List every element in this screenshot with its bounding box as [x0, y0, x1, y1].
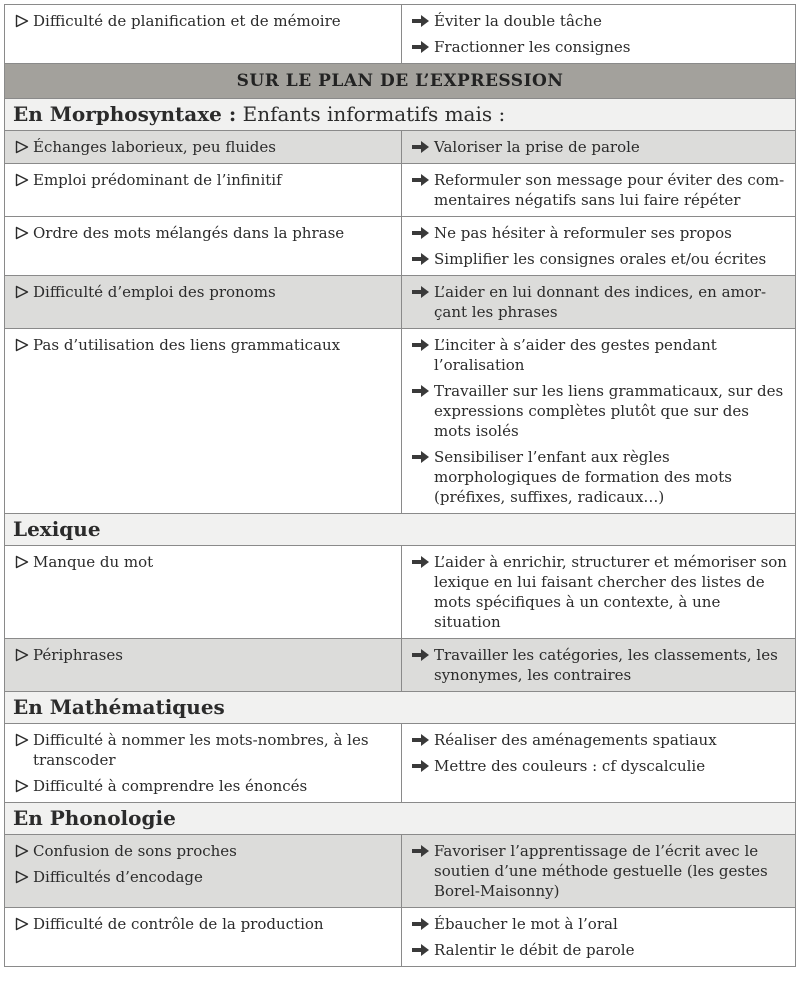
problem-cell [5, 217, 402, 275]
solution-cell [402, 835, 795, 907]
arrow-bullet-icon [412, 552, 434, 568]
problem-item [15, 552, 393, 572]
solution-text: Simplifier les consignes orales et/ou écrites [434, 250, 767, 268]
solution-text: Fractionner les consignes [434, 38, 631, 56]
solution-text: Reformuler son message pour éviter des com- mentaires négatifs sans lui faire répéter [434, 171, 785, 209]
problem-text: Périphrases [33, 646, 123, 664]
problem-cell [5, 546, 402, 638]
arrow-bullet-icon [412, 223, 434, 239]
table-row [5, 907, 795, 966]
section-heading [5, 691, 795, 723]
solution-item [412, 249, 787, 269]
solution-text: Favoriser l’apprentissage de l’écrit avec le soutien d’une méthode gestuelle (les gestes Borel-Maisonny) [434, 842, 768, 900]
section-title: En Morphosyntaxe : [13, 102, 237, 126]
solution-item [412, 730, 787, 750]
arrow-bullet-icon [412, 940, 434, 956]
solution-text: Sensibiliser l’enfant aux règles morphologiques de formation des mots (préfixes, suffixes, radicaux…) [434, 448, 732, 506]
triangle-bullet-icon [15, 776, 33, 793]
problem-text: Difficulté à comprendre les énoncés [33, 777, 308, 795]
solution-item [412, 756, 787, 776]
problem-item [15, 867, 393, 887]
problem-item [15, 335, 393, 355]
solution-cell [402, 276, 795, 328]
problem-cell [5, 5, 402, 63]
problem-cell [5, 639, 402, 691]
problem-text: Difficultés d’encodage [33, 868, 203, 886]
arrow-bullet-icon [412, 730, 434, 746]
arrow-bullet-icon [412, 645, 434, 661]
solution-cell [402, 908, 795, 966]
problem-cell [5, 724, 402, 802]
solution-text: Ralentir le débit de parole [434, 941, 635, 959]
solution-item [412, 914, 787, 934]
triangle-bullet-icon [15, 914, 33, 931]
problem-cell [5, 908, 402, 966]
arrow-bullet-icon [412, 11, 434, 27]
solution-item [412, 552, 787, 632]
problem-item [15, 645, 393, 665]
solution-item [412, 170, 787, 210]
triangle-bullet-icon [15, 137, 33, 154]
section-subtitle: Enfants informatifs mais : [236, 102, 506, 126]
problem-text: Pas d’utilisation des liens grammaticaux [33, 336, 341, 354]
arrow-bullet-icon [412, 137, 434, 153]
solution-cell [402, 546, 795, 638]
problem-text: Confusion de sons proches [33, 842, 237, 860]
arrow-bullet-icon [412, 249, 434, 265]
solution-text: Travailler sur les liens grammaticaux, sur des expressions complètes plutôt que sur des mots isolés [434, 382, 784, 440]
solution-text: Ébaucher le mot à l’oral [434, 915, 618, 933]
problem-item [15, 137, 393, 157]
advice-table [4, 4, 796, 967]
triangle-bullet-icon [15, 867, 33, 884]
section-heading [5, 802, 795, 834]
arrow-bullet-icon [412, 381, 434, 397]
problem-cell [5, 329, 402, 513]
solution-item [412, 223, 787, 243]
section-heading [5, 513, 795, 545]
solution-text: Mettre des couleurs : cf dyscalculie [434, 757, 706, 775]
solution-item [412, 381, 787, 441]
solution-text: Réaliser des aménagements spatiaux [434, 731, 717, 749]
arrow-bullet-icon [412, 447, 434, 463]
problem-text: Ordre des mots mélangés dans la phrase [33, 224, 345, 242]
table-row [5, 275, 795, 328]
solution-cell [402, 639, 795, 691]
triangle-bullet-icon [15, 282, 33, 299]
section-title: Lexique [13, 517, 101, 541]
table-row [5, 638, 795, 691]
solution-item [412, 11, 787, 31]
solution-item [412, 645, 787, 685]
table-row [5, 163, 795, 216]
problem-text: Difficulté d’emploi des pronoms [33, 283, 276, 301]
problem-item [15, 170, 393, 190]
triangle-bullet-icon [15, 730, 33, 747]
problem-item [15, 730, 393, 770]
problem-text: Difficulté à nommer les mots-nombres, à les transcoder [33, 731, 369, 769]
solution-text: Ne pas hésiter à reformuler ses propos [434, 224, 732, 242]
triangle-bullet-icon [15, 841, 33, 858]
section-title: En Mathématiques [13, 695, 225, 719]
problem-item [15, 223, 393, 243]
table-row [5, 216, 795, 275]
problem-text: Emploi prédominant de l’infinitif [33, 171, 282, 189]
table-row [5, 545, 795, 638]
table-row [5, 130, 795, 163]
arrow-bullet-icon [412, 756, 434, 772]
problem-item [15, 841, 393, 861]
arrow-bullet-icon [412, 170, 434, 186]
solution-cell [402, 164, 795, 216]
solution-cell [402, 329, 795, 513]
solution-item [412, 841, 787, 901]
triangle-bullet-icon [15, 645, 33, 662]
arrow-bullet-icon [412, 282, 434, 298]
solution-item [412, 335, 787, 375]
table-row [5, 328, 795, 513]
section-banner: SUR LE PLAN DE L’EXPRESSION [5, 63, 795, 98]
problem-text: Difficulté de contrôle de la production [33, 915, 324, 933]
triangle-bullet-icon [15, 223, 33, 240]
solution-text: Éviter la double tâche [434, 12, 602, 30]
problem-text: Manque du mot [33, 553, 154, 571]
triangle-bullet-icon [15, 170, 33, 187]
table-row [5, 5, 795, 63]
solution-item [412, 137, 787, 157]
solution-text: L’aider à enrichir, structurer et mémoriser son lexique en lui faisant chercher des listes de mots spécifiques à un contexte, à une situation [434, 553, 787, 631]
problem-item [15, 11, 393, 31]
arrow-bullet-icon [412, 335, 434, 351]
triangle-bullet-icon [15, 335, 33, 352]
triangle-bullet-icon [15, 11, 33, 28]
solution-text: Valoriser la prise de parole [434, 138, 640, 156]
solution-item [412, 282, 787, 322]
problem-cell [5, 131, 402, 163]
solution-text: L’aider en lui donnant des indices, en amor- çant les phrases [434, 283, 767, 321]
solution-item [412, 37, 787, 57]
table-row [5, 834, 795, 907]
solution-item [412, 940, 787, 960]
solution-cell [402, 131, 795, 163]
problem-cell [5, 164, 402, 216]
solution-cell [402, 5, 795, 63]
problem-text: Échanges laborieux, peu fluides [33, 138, 276, 156]
problem-text: Difficulté de planification et de mémoire [33, 12, 341, 30]
table-row [5, 723, 795, 802]
arrow-bullet-icon [412, 914, 434, 930]
solution-cell [402, 724, 795, 802]
problem-item [15, 776, 393, 796]
solution-cell [402, 217, 795, 275]
solution-text: L’inciter à s’aider des gestes pendant l’oralisation [434, 336, 717, 374]
arrow-bullet-icon [412, 841, 434, 857]
arrow-bullet-icon [412, 37, 434, 53]
section-heading [5, 98, 795, 130]
section-title: En Phonologie [13, 806, 176, 830]
problem-cell [5, 276, 402, 328]
solution-item [412, 447, 787, 507]
problem-cell [5, 835, 402, 907]
problem-item [15, 282, 393, 302]
solution-text: Travailler les catégories, les classements, les synonymes, les contraires [434, 646, 778, 684]
problem-item [15, 914, 393, 934]
triangle-bullet-icon [15, 552, 33, 569]
